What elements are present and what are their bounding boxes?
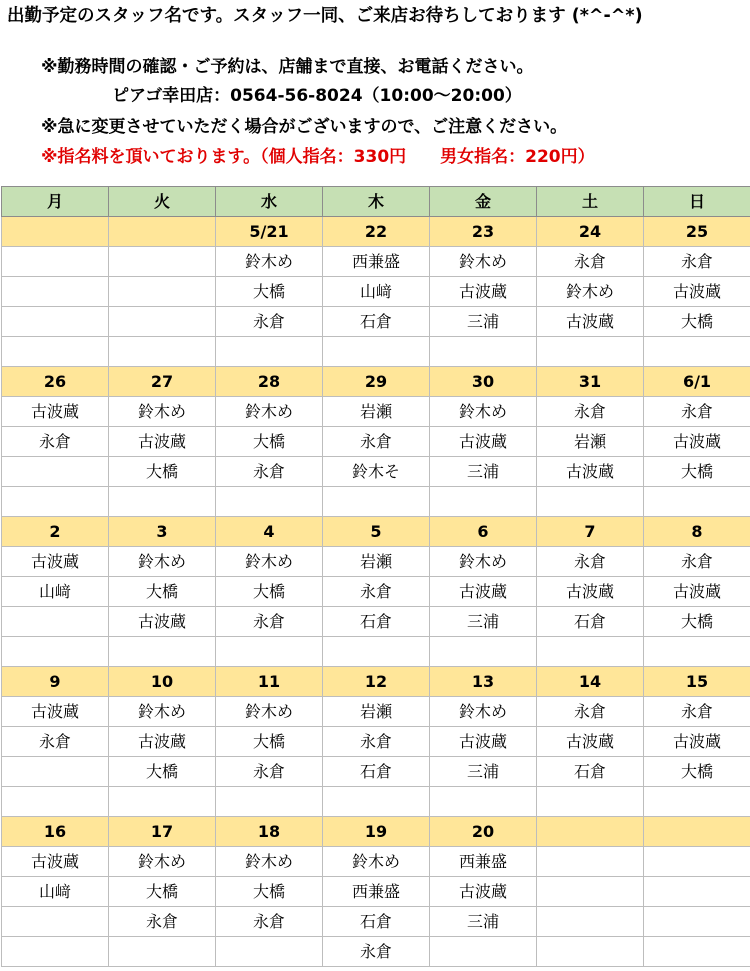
date-cell: 17: [109, 817, 216, 847]
staff-name-cell: 大橋: [644, 757, 750, 787]
spacer-row: [2, 487, 750, 517]
staff-name-cell: 大橋: [644, 457, 750, 487]
staff-row: [2, 547, 750, 577]
date-cell: 14: [537, 667, 644, 697]
staff-name-cell: 古波蔵: [109, 727, 216, 757]
staff-name-cell: 鈴木め: [323, 847, 430, 877]
staff-name-cell: [323, 637, 430, 667]
weekday-mon: 月: [2, 187, 109, 217]
staff-name-cell: [109, 247, 216, 277]
staff-name-cell: 岩瀬: [323, 547, 430, 577]
staff-name-cell: 大橋: [109, 577, 216, 607]
date-cell: 2: [2, 517, 109, 547]
date-cell: 24: [537, 217, 644, 247]
staff-name-cell: [430, 637, 537, 667]
staff-name-cell: [109, 937, 216, 967]
staff-name-cell: [537, 937, 644, 967]
staff-name-cell: 古波蔵: [430, 427, 537, 457]
date-cell: 27: [109, 367, 216, 397]
staff-name-cell: 古波蔵: [537, 307, 644, 337]
spacer-row: [2, 637, 750, 667]
staff-name-cell: [644, 877, 750, 907]
staff-name-cell: 永倉: [323, 427, 430, 457]
staff-name-cell: 大橋: [644, 307, 750, 337]
staff-name-cell: 岩瀬: [537, 427, 644, 457]
staff-name-cell: [216, 337, 323, 367]
staff-name-cell: [537, 877, 644, 907]
date-cell: 11: [216, 667, 323, 697]
date-row: [2, 817, 750, 847]
weekday-thu: 木: [323, 187, 430, 217]
staff-name-cell: 鈴木め: [430, 397, 537, 427]
date-cell: 15: [644, 667, 750, 697]
date-cell: 22: [323, 217, 430, 247]
staff-name-cell: [323, 487, 430, 517]
staff-name-cell: 三浦: [430, 757, 537, 787]
date-cell: 18: [216, 817, 323, 847]
date-cell: [644, 817, 750, 847]
staff-name-cell: 古波蔵: [2, 547, 109, 577]
staff-name-cell: 永倉: [2, 727, 109, 757]
staff-name-cell: 古波蔵: [109, 607, 216, 637]
date-cell: [537, 817, 644, 847]
staff-name-cell: [2, 277, 109, 307]
staff-name-cell: 永倉: [2, 427, 109, 457]
staff-name-cell: 鈴木め: [430, 247, 537, 277]
date-cell: 3: [109, 517, 216, 547]
weekday-fri: 金: [430, 187, 537, 217]
weekday-header-row: [2, 187, 750, 217]
staff-name-cell: 岩瀬: [323, 697, 430, 727]
staff-name-cell: 大橋: [216, 877, 323, 907]
staff-name-cell: 永倉: [216, 457, 323, 487]
staff-name-cell: 古波蔵: [2, 847, 109, 877]
staff-name-cell: 永倉: [537, 397, 644, 427]
staff-name-cell: 三浦: [430, 307, 537, 337]
staff-name-cell: 鈴木め: [109, 397, 216, 427]
staff-name-cell: [323, 787, 430, 817]
staff-name-cell: [2, 907, 109, 937]
staff-name-cell: 永倉: [109, 907, 216, 937]
spacer-row: [2, 787, 750, 817]
staff-row: [2, 847, 750, 877]
date-cell: 28: [216, 367, 323, 397]
staff-row: [2, 877, 750, 907]
staff-name-cell: [2, 787, 109, 817]
date-cell: 6: [430, 517, 537, 547]
staff-name-cell: 古波蔵: [644, 577, 750, 607]
date-cell: 5: [323, 517, 430, 547]
weekday-sat: 土: [537, 187, 644, 217]
staff-name-cell: [109, 637, 216, 667]
staff-name-cell: 大橋: [109, 757, 216, 787]
staff-name-cell: 古波蔵: [2, 697, 109, 727]
staff-name-cell: [2, 607, 109, 637]
staff-name-cell: 永倉: [644, 247, 750, 277]
staff-name-cell: 鈴木め: [216, 697, 323, 727]
staff-name-cell: 西兼盛: [323, 877, 430, 907]
staff-name-cell: [216, 637, 323, 667]
staff-name-cell: 古波蔵: [2, 397, 109, 427]
staff-name-cell: 山﨑: [2, 877, 109, 907]
store-contact: ピアゴ幸田店：0564-56-8024（10:00〜20:00）: [112, 86, 522, 106]
staff-row: [2, 577, 750, 607]
staff-name-cell: 鈴木め: [537, 277, 644, 307]
staff-row: [2, 397, 750, 427]
staff-name-cell: 大橋: [109, 877, 216, 907]
staff-row: [2, 277, 750, 307]
staff-name-cell: [644, 487, 750, 517]
staff-row: [2, 607, 750, 637]
staff-name-cell: 永倉: [644, 397, 750, 427]
staff-name-cell: 古波蔵: [109, 427, 216, 457]
staff-name-cell: 鈴木め: [216, 547, 323, 577]
date-cell: [109, 217, 216, 247]
staff-name-cell: [644, 337, 750, 367]
staff-row: [2, 427, 750, 457]
staff-name-cell: 古波蔵: [644, 277, 750, 307]
staff-name-cell: 古波蔵: [430, 577, 537, 607]
staff-name-cell: 鈴木め: [109, 697, 216, 727]
staff-name-cell: [2, 307, 109, 337]
staff-name-cell: [109, 277, 216, 307]
staff-name-cell: 古波蔵: [430, 727, 537, 757]
staff-row: [2, 457, 750, 487]
staff-name-cell: 大橋: [216, 427, 323, 457]
staff-name-cell: 永倉: [323, 937, 430, 967]
staff-name-cell: 鈴木め: [216, 847, 323, 877]
date-cell: 31: [537, 367, 644, 397]
date-row: [2, 367, 750, 397]
staff-name-cell: 古波蔵: [644, 427, 750, 457]
staff-name-cell: 永倉: [644, 547, 750, 577]
page-title: 出勤予定のスタッフ名です。スタッフ一同、ご来店お待ちしております (*^-^*): [7, 6, 643, 26]
staff-name-cell: [109, 787, 216, 817]
date-cell: 30: [430, 367, 537, 397]
date-cell: 26: [2, 367, 109, 397]
date-cell: 9: [2, 667, 109, 697]
staff-schedule-table: [1, 186, 750, 967]
staff-name-cell: 石倉: [323, 607, 430, 637]
staff-name-cell: [537, 787, 644, 817]
staff-name-cell: 鈴木め: [109, 847, 216, 877]
staff-name-cell: 鈴木め: [430, 547, 537, 577]
staff-row: [2, 697, 750, 727]
staff-name-cell: [216, 937, 323, 967]
staff-name-cell: 西兼盛: [323, 247, 430, 277]
staff-name-cell: 大橋: [216, 577, 323, 607]
staff-name-cell: 岩瀬: [323, 397, 430, 427]
date-row: [2, 667, 750, 697]
staff-name-cell: 石倉: [323, 307, 430, 337]
staff-name-cell: 鈴木め: [216, 397, 323, 427]
date-cell: 5/21: [216, 217, 323, 247]
staff-name-cell: [644, 937, 750, 967]
staff-name-cell: [323, 337, 430, 367]
staff-name-cell: 永倉: [216, 607, 323, 637]
staff-name-cell: 石倉: [323, 757, 430, 787]
staff-name-cell: 三浦: [430, 457, 537, 487]
staff-name-cell: [2, 457, 109, 487]
staff-name-cell: [537, 637, 644, 667]
staff-name-cell: 大橋: [216, 727, 323, 757]
staff-row: [2, 907, 750, 937]
date-cell: 13: [430, 667, 537, 697]
staff-name-cell: 永倉: [537, 547, 644, 577]
reservation-note: ※勤務時間の確認・ご予約は、店舗まで直接、お電話ください。: [41, 57, 534, 77]
date-row: [2, 217, 750, 247]
staff-name-cell: [2, 337, 109, 367]
staff-name-cell: [644, 847, 750, 877]
staff-name-cell: 大橋: [109, 457, 216, 487]
staff-name-cell: [430, 937, 537, 967]
staff-name-cell: [537, 907, 644, 937]
staff-row: [2, 757, 750, 787]
staff-name-cell: 山﨑: [2, 577, 109, 607]
staff-name-cell: 古波蔵: [537, 457, 644, 487]
staff-name-cell: 古波蔵: [430, 877, 537, 907]
date-cell: 8: [644, 517, 750, 547]
date-cell: 4: [216, 517, 323, 547]
staff-name-cell: [644, 907, 750, 937]
staff-name-cell: 西兼盛: [430, 847, 537, 877]
date-cell: 20: [430, 817, 537, 847]
staff-name-cell: 古波蔵: [537, 727, 644, 757]
date-cell: 23: [430, 217, 537, 247]
staff-name-cell: 永倉: [216, 307, 323, 337]
staff-name-cell: 鈴木め: [109, 547, 216, 577]
staff-name-cell: [2, 247, 109, 277]
staff-row: [2, 247, 750, 277]
staff-name-cell: 永倉: [644, 697, 750, 727]
staff-name-cell: [2, 757, 109, 787]
staff-name-cell: 古波蔵: [537, 577, 644, 607]
staff-name-cell: [537, 487, 644, 517]
staff-name-cell: 鈴木そ: [323, 457, 430, 487]
staff-name-cell: 古波蔵: [644, 727, 750, 757]
staff-name-cell: 三浦: [430, 607, 537, 637]
staff-name-cell: 鈴木め: [216, 247, 323, 277]
date-cell: [2, 217, 109, 247]
date-cell: 12: [323, 667, 430, 697]
nomination-fee-notice: ※指名料を頂いております。（個人指名：330円 男女指名：220円）: [41, 147, 595, 167]
staff-name-cell: 永倉: [537, 247, 644, 277]
staff-name-cell: 大橋: [216, 277, 323, 307]
spacer-row: [2, 337, 750, 367]
date-cell: 16: [2, 817, 109, 847]
staff-row: [2, 307, 750, 337]
staff-name-cell: 山﨑: [323, 277, 430, 307]
weekday-wed: 水: [216, 187, 323, 217]
staff-name-cell: [537, 337, 644, 367]
staff-name-cell: [109, 337, 216, 367]
date-row: [2, 517, 750, 547]
staff-name-cell: 古波蔵: [430, 277, 537, 307]
staff-name-cell: 永倉: [537, 697, 644, 727]
staff-name-cell: [537, 847, 644, 877]
date-cell: 6/1: [644, 367, 750, 397]
staff-name-cell: [430, 487, 537, 517]
staff-name-cell: [216, 787, 323, 817]
staff-name-cell: 永倉: [216, 757, 323, 787]
weekday-sun: 日: [644, 187, 750, 217]
date-cell: 29: [323, 367, 430, 397]
staff-name-cell: 大橋: [644, 607, 750, 637]
staff-name-cell: [430, 787, 537, 817]
staff-name-cell: [430, 337, 537, 367]
date-cell: 10: [109, 667, 216, 697]
staff-name-cell: 石倉: [537, 757, 644, 787]
staff-name-cell: [2, 937, 109, 967]
staff-name-cell: 石倉: [323, 907, 430, 937]
weekday-tue: 火: [109, 187, 216, 217]
date-cell: 25: [644, 217, 750, 247]
staff-name-cell: 石倉: [537, 607, 644, 637]
staff-row: [2, 937, 750, 967]
staff-row: [2, 727, 750, 757]
staff-name-cell: [644, 787, 750, 817]
staff-name-cell: 永倉: [323, 577, 430, 607]
staff-name-cell: [2, 637, 109, 667]
staff-name-cell: [2, 487, 109, 517]
staff-name-cell: [109, 307, 216, 337]
staff-name-cell: [109, 487, 216, 517]
schedule-header: [0, 0, 750, 184]
staff-name-cell: [644, 637, 750, 667]
staff-name-cell: 三浦: [430, 907, 537, 937]
date-cell: 7: [537, 517, 644, 547]
staff-name-cell: 永倉: [216, 907, 323, 937]
staff-name-cell: 鈴木め: [430, 697, 537, 727]
change-notice: ※急に変更させていただく場合がございますので、ご注意ください。: [41, 117, 568, 137]
staff-name-cell: [216, 487, 323, 517]
date-cell: 19: [323, 817, 430, 847]
staff-name-cell: 永倉: [323, 727, 430, 757]
